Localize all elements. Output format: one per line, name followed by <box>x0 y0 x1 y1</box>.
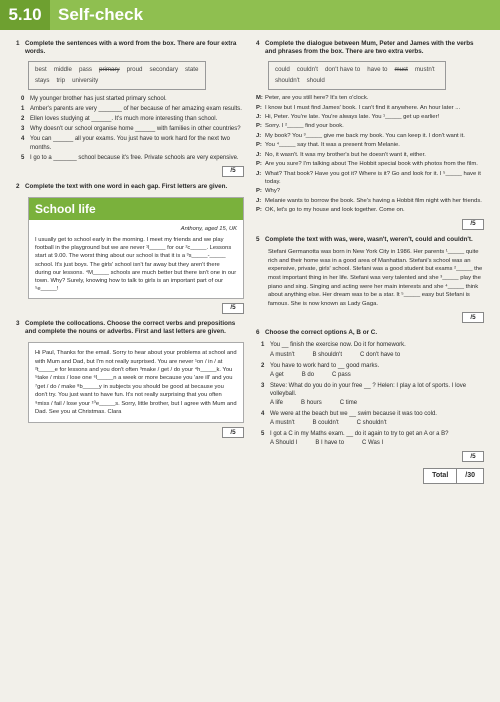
dialogue-line <box>256 133 484 141</box>
left-column <box>16 40 244 444</box>
option[interactable]: C don't have to <box>360 351 401 358</box>
options-row <box>270 439 484 447</box>
score-box[interactable]: /5 <box>462 219 484 230</box>
question-text: We were at the beach but we __ swim because it was too cold. <box>270 411 437 418</box>
speaker: P: <box>256 142 262 149</box>
section-number: 5.10 <box>0 0 50 30</box>
box-word: trip <box>56 76 66 84</box>
item-number: 0 <box>21 96 25 103</box>
box-word: must <box>394 66 408 74</box>
item-number: 5 <box>261 431 265 438</box>
speaker: P: <box>256 104 262 111</box>
task-4 <box>256 40 484 230</box>
dialogue-line <box>256 123 484 131</box>
panel-title: School life <box>29 198 243 220</box>
item-number: 3 <box>21 126 25 133</box>
line-text: I know but I must find James' book. I can't find it anywhere. An hour later ... <box>265 104 461 111</box>
gap-text: Stefani Germanotta was born in New York City in 1986. Her parents ¹_____ quite rich and their home was in a good area of Manhattan. Stefani's school was an expensive, private, girls' school. Stefani was a good student but exams ²_____ the most important thing in her life. Stefani was very talented and she ³_____ play the piano and sing. Singing and acting were her main interests and she ⁴_____ think about anything else. Her dream was to be a star. It ⁵_____ easy but Stefani is famous. She is now known as Lady Gaga. <box>268 249 483 307</box>
question <box>261 362 484 370</box>
line-text: You ⁴_____ say that. It was a present from Melanie. <box>265 142 400 149</box>
task-instruction: Complete the sentences with a word from the box. There are four extra words. <box>25 40 237 56</box>
box-word: pass <box>78 66 93 74</box>
option[interactable]: C Was I <box>362 440 384 447</box>
task-instruction: Complete the text with one word in each gap. First letters are given. <box>25 182 228 190</box>
score-box[interactable]: /5 <box>222 303 244 314</box>
speaker: J: <box>256 132 262 139</box>
speaker: P: <box>256 188 262 195</box>
task-instruction: Choose the correct options A, B or C. <box>265 329 378 337</box>
option[interactable]: A get <box>270 371 284 378</box>
list-item <box>21 125 244 133</box>
page-title: Self-check <box>58 4 144 24</box>
task-instruction: Complete the dialogue between Mum, Peter and James with the verbs and phrases from the box. There are two extra verbs. <box>265 40 474 56</box>
box-word: have to <box>367 66 388 74</box>
dialogue <box>256 95 484 215</box>
dialogue-line <box>256 105 484 113</box>
item-number: 4 <box>21 136 25 143</box>
question <box>261 341 484 349</box>
list-item <box>21 135 244 151</box>
box-word: stays <box>35 76 50 84</box>
item-number: 1 <box>261 342 265 349</box>
list-item <box>21 154 244 162</box>
question-text: You __ finish the exercise now. Do it for homework. <box>270 342 406 349</box>
dialogue-line <box>256 95 484 103</box>
dialogue-line <box>256 142 484 150</box>
word-box <box>268 61 446 90</box>
line-text: Are you sure? I'm talking about The Hobbit special book with photos from the film. <box>265 161 478 168</box>
option[interactable]: C shouldn't <box>356 420 387 427</box>
box-word: should <box>306 76 325 84</box>
item-text: I go to a _______ school because it's free. Private schools are very expensive. <box>30 154 239 161</box>
option[interactable]: A Should I <box>270 440 298 447</box>
task-3 <box>16 320 244 438</box>
dialogue-line <box>256 171 484 187</box>
item-text: Amber's parents are very _______ of her because of her amazing exam results. <box>30 106 242 113</box>
speaker: M: <box>256 95 263 102</box>
item-text: You can ______ all your exams. You just have to work hard for the next two months. <box>30 136 230 151</box>
choice-list <box>261 341 484 447</box>
list-item <box>21 115 244 123</box>
question-text: I got a C in my Maths exam. __ do it again to try to get an A or a B? <box>270 431 449 438</box>
sentence-list <box>21 95 244 162</box>
box-word: don't have to <box>324 66 361 74</box>
line-text: No, it wasn't. It was my brother's but he doesn't want it, either. <box>265 151 426 158</box>
option[interactable]: B couldn't <box>312 420 339 427</box>
item-number: 2 <box>261 362 265 369</box>
box-word: shouldn't <box>275 76 300 84</box>
line-text: My book? You ³_____ give me back my book. You can keep it. I don't want it. <box>265 132 465 139</box>
option[interactable]: B hours <box>301 400 322 406</box>
box-word: middle <box>53 66 72 74</box>
option[interactable]: C pass <box>332 371 351 378</box>
options-row <box>270 351 484 359</box>
task-number: 2 <box>16 182 20 190</box>
option[interactable]: C time <box>339 400 358 406</box>
line-text: Why? <box>265 188 281 195</box>
box-word: university <box>72 76 99 84</box>
speaker: J: <box>256 151 262 158</box>
dialogue-line <box>256 161 484 169</box>
dialogue-line <box>256 152 484 160</box>
email-text: Hi Paul, Thanks for the email. Sorry to hear about your problems at school and with Mum and Dad, but I'm not really surprised. You are never ¹on / in / at ²t_____e for lessons and you don't often ³make / get / do your ⁴h_____k. You ⁵take / miss / lose one ⁶l_____n a week or more because you 'are ill' and you ⁷get / do / make ⁸b_____y in subjects you should be good at because you don't try. You just want to have fun. It's not really surprising that you often ⁹miss / fail / lose your ¹⁰e_____s. Sorry, little brother, but I agree with Mum and Dad. See you at Christmas. Clara <box>28 342 244 423</box>
question <box>261 410 484 418</box>
options-row <box>270 371 484 379</box>
speaker: P: <box>256 161 262 168</box>
dialogue-line <box>256 198 484 206</box>
dialogue-line <box>256 188 484 196</box>
item-text: My younger brother has just started primary school. <box>30 96 167 103</box>
line-text: Melanie wants to borrow the book. She's having a Hobbit film night with her friends. <box>265 197 482 204</box>
item-number: 5 <box>21 154 25 161</box>
task-instruction: Complete the collocations. Choose the correct verbs and prepositions and complete the nouns or adverbs. First and last letters are given. <box>25 319 236 336</box>
line-text: Hi, Peter. You're late. You're always late. You ¹_____ get up earlier! <box>265 114 440 120</box>
gap-text: I usually get to school early in the morning. I meet my friends and we play football in the playground but we are never ¹l_____ for our ²c_____. Lessons start at 9.00. The worst thing about our school is that it is a ³s_____-_____ school. It's just boys. The girls' school isn't far away but they aren't there during our lessons. ⁴M_____ schools are much better but there isn't one in our town. Why? Surely, knowing how to talk to girls is an important part of our ⁵e_____! <box>35 237 237 292</box>
question <box>261 382 484 398</box>
total-box <box>423 468 484 483</box>
speaker: J: <box>256 170 262 177</box>
box-word: secondary <box>149 66 179 74</box>
task-number: 6 <box>256 329 260 337</box>
item-number: 4 <box>261 411 265 418</box>
page-header <box>0 0 500 30</box>
line-text: OK, let's go to my house and look together. Come on. <box>265 207 405 214</box>
score-box[interactable]: /5 <box>222 427 244 438</box>
item-number: 3 <box>261 382 265 389</box>
box-word: best <box>35 66 47 74</box>
line-text: What? That book? Have you got it? Where is it? Go and look for it. I ⁵_____ have it today. <box>265 170 481 185</box>
box-word: primary <box>99 66 120 74</box>
task-2 <box>16 183 244 314</box>
item-number: 1 <box>21 106 25 113</box>
question-text: You have to work hard to __ good marks. <box>270 362 380 369</box>
score-box[interactable]: /5 <box>462 451 484 462</box>
line-text: Sorry. I ²_____ find your book. <box>265 123 344 130</box>
box-word: couldn't <box>296 66 318 74</box>
question-text: Steve: What do you do in your free __ ? Helen: I play a lot of sports. I love volleyball. <box>270 382 467 397</box>
task-1 <box>16 40 244 177</box>
option[interactable]: A mustn't <box>270 351 295 358</box>
task-6 <box>256 329 484 462</box>
dialogue-line <box>256 207 484 215</box>
right-column <box>256 40 484 484</box>
item-text: Why doesn't our school organise home ______ with families in other countries? <box>30 126 241 133</box>
box-word: mustn't <box>414 66 435 74</box>
score-box[interactable]: /5 <box>222 166 244 177</box>
score-box[interactable]: /5 <box>462 312 484 323</box>
school-life-panel <box>28 197 244 299</box>
speaker: J: <box>256 114 262 120</box>
task-number: 3 <box>16 319 20 327</box>
box-word: proud <box>126 66 143 74</box>
total-label: Total <box>432 472 449 480</box>
author-line: Anthony, aged 15, UK <box>180 226 237 233</box>
option[interactable]: A life <box>270 400 284 406</box>
list-item <box>21 105 244 113</box>
item-number: 2 <box>21 116 25 123</box>
speaker: J: <box>256 197 262 204</box>
speaker: P: <box>256 207 262 214</box>
options-row <box>270 399 484 407</box>
item-text: Ellen loves studying at ______. It's much more interesting than school. <box>30 116 218 123</box>
task-number: 4 <box>256 40 260 47</box>
option[interactable]: B I have to <box>315 440 345 447</box>
box-word: state <box>185 66 199 74</box>
task-5 <box>256 236 484 323</box>
option[interactable]: B shouldn't <box>312 351 342 358</box>
line-text: Peter, are you still here? It's ten o'clock. <box>265 95 369 102</box>
options-row <box>270 419 484 427</box>
task-number: 5 <box>256 236 260 244</box>
dialogue-line <box>256 114 484 122</box>
task-instruction: Complete the text with was, were, wasn't, weren't, could and couldn't. <box>265 236 473 244</box>
task-number: 1 <box>16 40 20 47</box>
total-value[interactable]: /30 <box>456 469 483 482</box>
word-box <box>28 61 206 90</box>
speaker: P: <box>256 123 262 130</box>
option[interactable]: B do <box>301 371 315 378</box>
list-item <box>21 95 244 103</box>
question <box>261 430 484 438</box>
option[interactable]: A mustn't <box>270 420 295 427</box>
box-word: could <box>275 66 290 74</box>
